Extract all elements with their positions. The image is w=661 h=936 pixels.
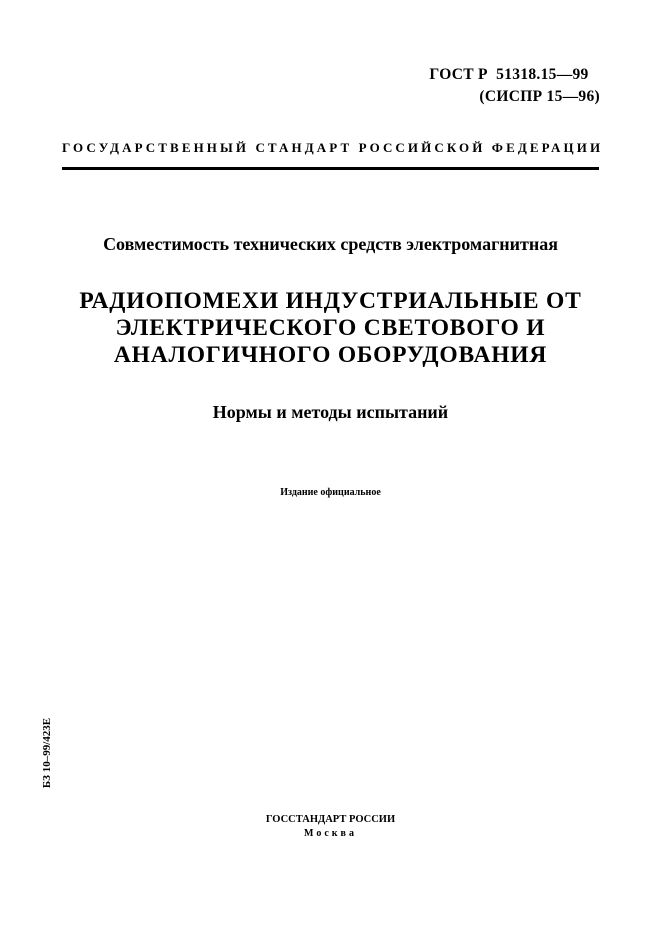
standard-number: ГОСТ Р 51318.15—99 bbox=[429, 66, 589, 83]
document-title-line: ЭЛЕКТРИЧЕСКОГО СВЕТОВОГО И bbox=[115, 315, 546, 341]
standard-number-block bbox=[429, 64, 600, 108]
document-subject: Совместимость технических средств электромагнитная bbox=[103, 234, 558, 254]
document-subtitle: Нормы и методы испытаний bbox=[212, 402, 449, 422]
state-standard-heading: ГОСУДАРСТВЕННЫЙ СТАНДАРТ РОССИЙСКОЙ ФЕДЕРАЦИИ bbox=[62, 140, 604, 155]
document-title-line: РАДИОПОМЕХИ ИНДУСТРИАЛЬНЫЕ ОТ bbox=[79, 288, 582, 314]
side-code: БЗ 10–99/423Е bbox=[41, 717, 53, 789]
document-title-line: АНАЛОГИЧНОГО ОБОРУДОВАНИЯ bbox=[113, 342, 548, 368]
publisher: ГОССТАНДАРТ РОССИИ bbox=[265, 814, 396, 825]
international-equivalent: (СИСПР 15—96) bbox=[479, 88, 600, 105]
header-divider bbox=[62, 167, 599, 170]
edition-label: Издание официальное bbox=[280, 487, 381, 498]
document-title bbox=[0, 288, 661, 369]
publisher-city: Москва bbox=[304, 828, 357, 839]
